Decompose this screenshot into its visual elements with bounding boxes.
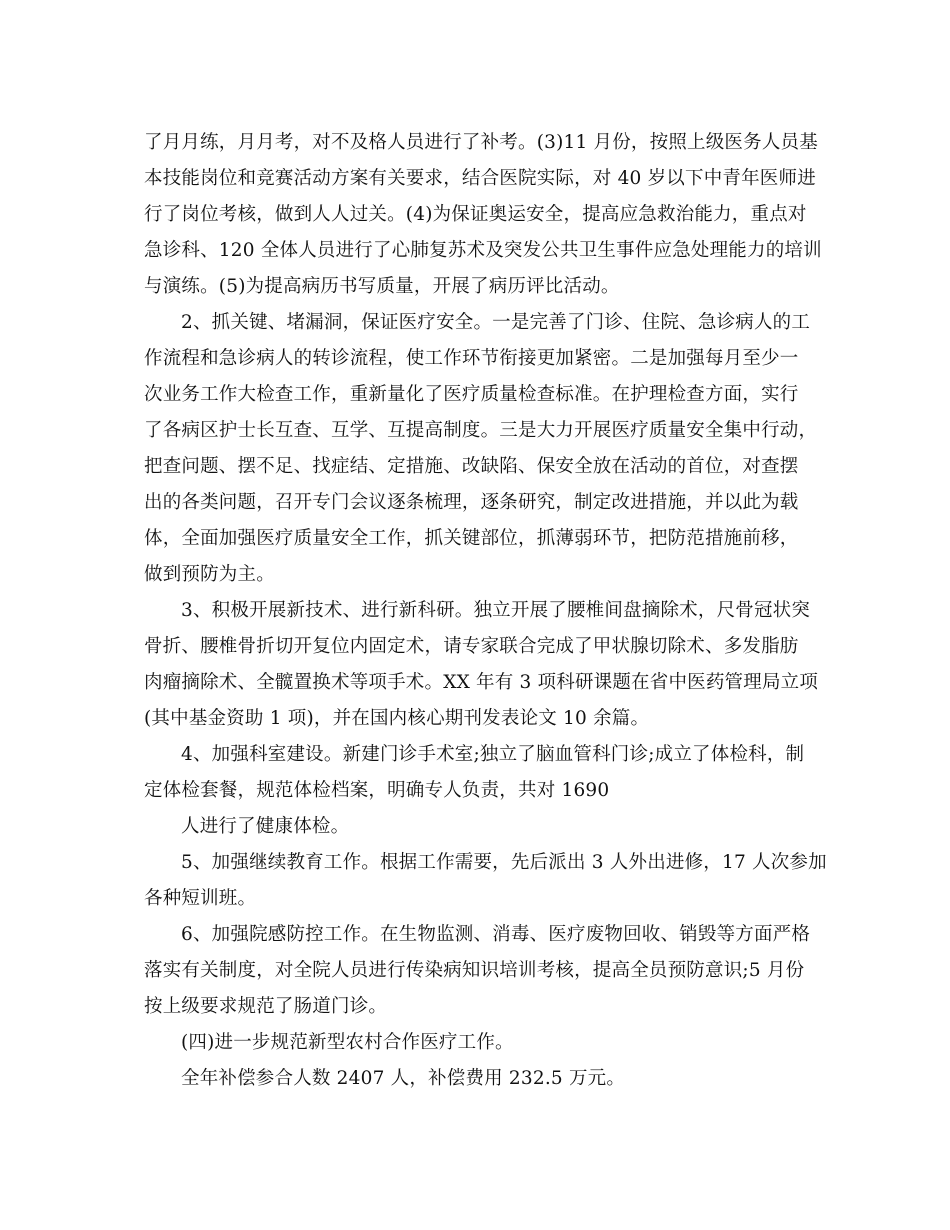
text-line: 全年补偿参合人数 2407 人，补偿费用 232.5 万元。	[181, 1068, 626, 1089]
text-line: 急诊科、120 全体人员进行了心肺复苏术及突发公共卫生事件应急处理能力的培训	[144, 240, 822, 261]
text-line: 肉瘤摘除术、全髋置换术等项手术。XX 年有 3 项科研课题在省中医药管理局立项	[144, 672, 819, 693]
text-line: 骨折、腰椎骨折切开复位内固定术，请专家联合完成了甲状腺切除术、多发脂肪	[144, 636, 799, 657]
text-line: 了月月练，月月考，对不及格人员进行了补考。(3)11 月份，按照上级医务人员基	[144, 132, 818, 153]
paragraph-6-first-line: 6、加强院感防控工作。在生物监测、消毒、医疗废物回收、销毁等方面严格	[181, 924, 811, 945]
text-line: 本技能岗位和竞赛活动方案有关要求，结合医院实际，对 40 岁以下中青年医师进	[144, 168, 816, 189]
paragraph-4-first-line: 4、加强科室建设。新建门诊手术室;独立了脑血管科门诊;成立了体检科，制	[181, 744, 805, 765]
text-line: 与演练。(5)为提高病历书写质量，开展了病历评比活动。	[144, 276, 620, 297]
paragraph-3-first-line: 3、积极开展新技术、进行新科研。独立开展了腰椎间盘摘除术，尺骨冠状突	[181, 600, 811, 621]
text-line: (其中基金资助 1 项)，并在国内核心期刊发表论文 10 余篇。	[144, 708, 650, 729]
text-line: 作流程和急诊病人的转诊流程，使工作环节衔接更加紧密。二是加强每月至少一	[144, 348, 799, 369]
paragraph-2-first-line: 2、抓关键、堵漏洞，保证医疗安全。一是完善了门诊、住院、急诊病人的工	[181, 312, 811, 333]
text-line: 人进行了健康体检。	[181, 816, 350, 837]
text-line: 体，全面加强医疗质量安全工作，抓关键部位，抓薄弱环节，把防范措施前移，	[144, 528, 799, 549]
text-line: 落实有关制度，对全院人员进行传染病知识培训考核，提高全员预防意识;5 月份	[144, 960, 805, 981]
text-line: 各种短训班。	[144, 888, 257, 909]
text-line: 出的各类问题，召开专门会议逐条梳理，逐条研究，制定改进措施，并以此为载	[144, 492, 799, 513]
text-line: 按上级要求规范了肠道门诊。	[144, 996, 388, 1017]
text-line: 定体检套餐，规范体检档案，明确专人负责，共对 1690	[144, 780, 610, 801]
text-line: 做到预防为主。	[144, 564, 275, 585]
text-line: 行了岗位考核，做到人人过关。(4)为保证奥运安全，提高应急救治能力，重点对	[144, 204, 807, 225]
section-heading: (四)进一步规范新型农村合作医疗工作。	[181, 1032, 514, 1053]
text-line: 把查问题、摆不足、找症结、定措施、改缺陷、保安全放在活动的首位，对查摆	[144, 456, 799, 477]
text-line: 次业务工作大检查工作，重新量化了医疗质量检查标准。在护理检查方面，实行	[144, 384, 799, 405]
paragraph-5-first-line: 5、加强继续教育工作。根据工作需要，先后派出 3 人外出进修，17 人次参加	[181, 852, 827, 873]
text-line: 了各病区护士长互查、互学、互提高制度。三是大力开展医疗质量安全集中行动，	[144, 420, 818, 441]
